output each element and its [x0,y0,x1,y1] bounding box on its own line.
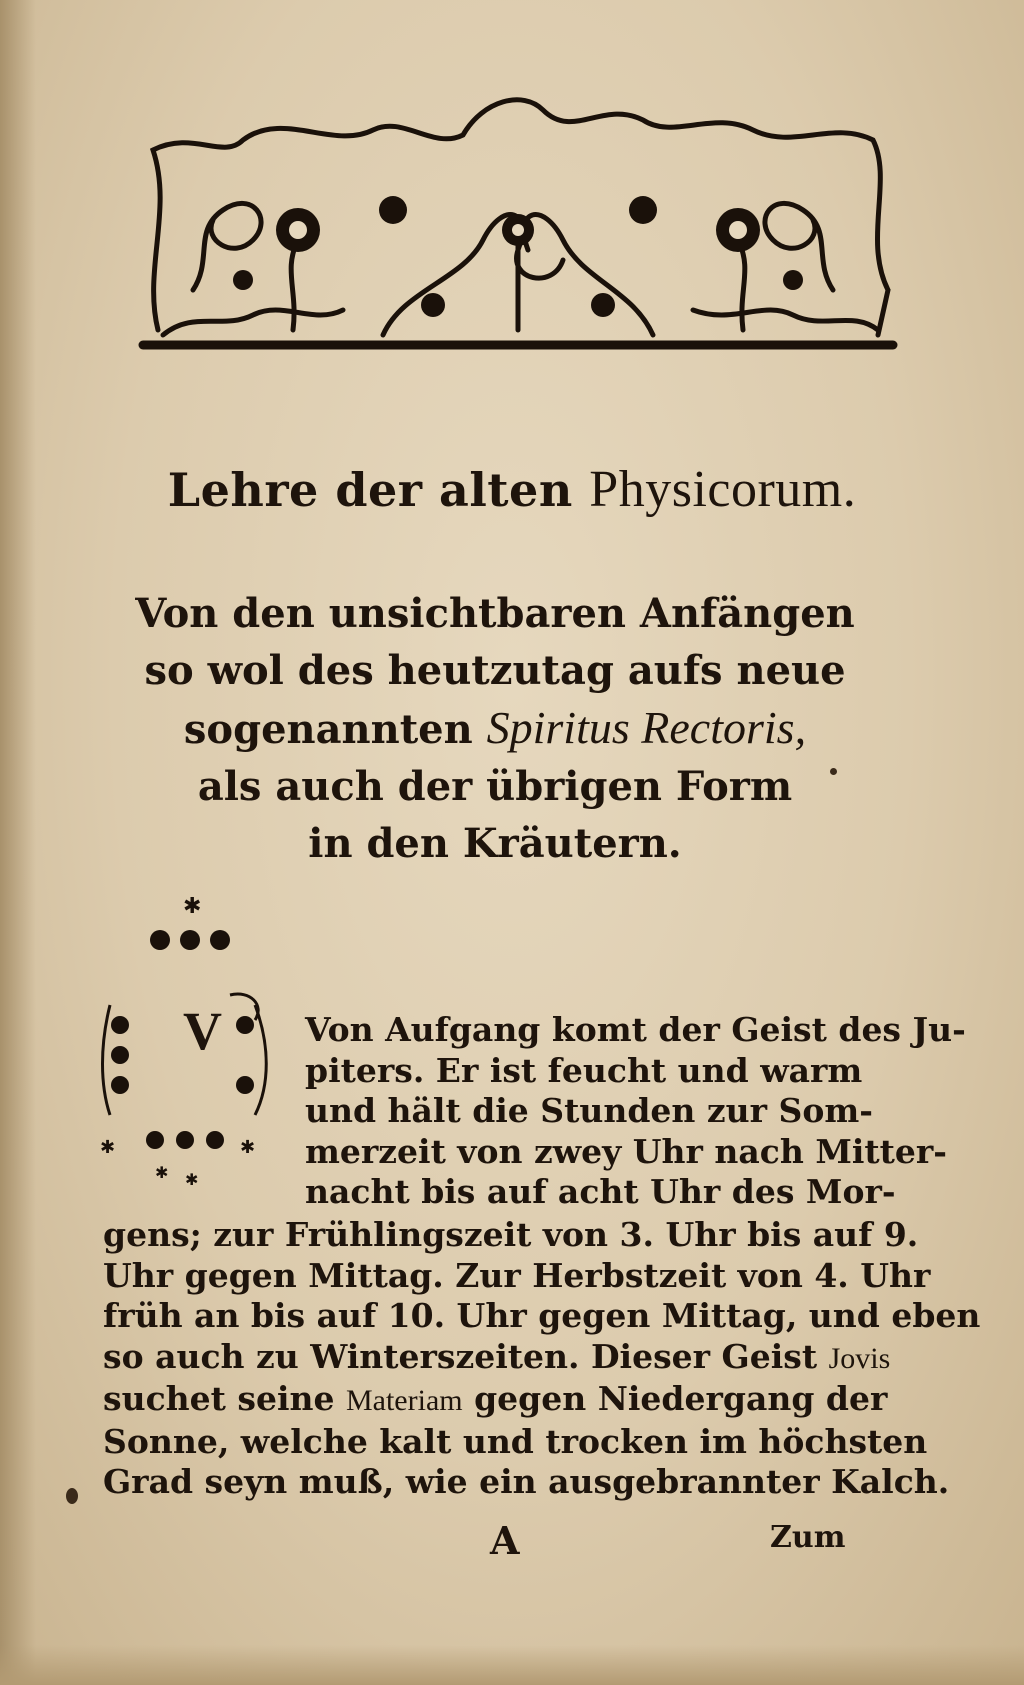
text-run: piters. Er ist feucht und warm [305,1050,863,1090]
baroque-headpiece-ornament-icon [133,90,903,375]
text-run: suchet seine [103,1379,346,1418]
text-run: gens; zur Frühlingszeit von 3. Uhr bis auf 9. [103,1215,919,1254]
text-line [305,1131,948,1173]
text-line [103,1296,981,1337]
heading-line [95,642,895,699]
page-edge-shadow [0,1645,1024,1685]
ink-speck [66,1488,78,1504]
text-run: merzeit von zwey Uhr nach Mitter- [305,1131,948,1171]
signature-mark: A [490,1518,520,1563]
chapter-heading [95,585,895,872]
text-run: in den Kräutern. [308,820,682,867]
heading-line [95,815,895,872]
running-title-gothic: Lehre der alten [167,463,573,517]
latin-word: Spiritus Rectoris, [486,702,807,753]
text-run: Grad seyn muß, wie ein ausgebrannter Kalch. [103,1462,950,1501]
text-run: so wol des heutzutag aufs neue [144,647,846,694]
heading-line [95,585,895,642]
spine-shadow [0,0,36,1685]
text-line [305,1172,896,1213]
text-run: Uhr gegen Mittag. Zur Herbstzeit von 4. Uhr [103,1255,931,1295]
svg-text:✱: ✱ [240,1137,256,1158]
running-title [0,460,1024,519]
text-run: Sonne, welche kalt und trocken im höchsten [103,1421,928,1461]
svg-text:✱: ✱ [100,1137,116,1158]
text-line [103,1215,919,1256]
text-run: Von den unsichtbaren Anfängen [135,590,855,637]
text-line [305,1091,873,1132]
svg-text:✱: ✱ [155,1163,169,1182]
text-line [305,1051,865,1092]
text-run: als auch der übrigen Form [197,763,793,810]
text-line [103,1462,950,1503]
drop-cap: V [183,1001,222,1061]
text-line [103,1336,891,1380]
heading-line [95,758,895,815]
text-run: sogenannten [183,706,487,753]
text-run: nacht bis auf acht Uhr des Mor- [305,1172,896,1211]
text-run: und hält die Stunden zur Som- [305,1091,873,1130]
svg-text:✱: ✱ [183,895,202,919]
text-run: so auch zu Winterszeiten. Dieser Geist [103,1336,829,1376]
body-text-indented [305,1010,966,1213]
catchword: Zum [770,1520,846,1555]
latin-word: Materiam [345,1384,463,1417]
body-text [103,1215,981,1503]
text-line [103,1255,931,1297]
text-run: gegen Niedergang der [462,1379,888,1418]
text-line [305,1010,966,1051]
text-run: Von Aufgang komt der Geist des Ju- [305,1010,966,1049]
latin-word: Jovis [828,1341,891,1375]
text-line [103,1421,928,1463]
text-run: früh an bis auf 10. Uhr gegen Mittag, und eben [103,1296,981,1335]
ink-speck [830,768,837,775]
svg-text:✱: ✱ [185,1170,199,1185]
heading-line [95,699,895,758]
text-line [103,1379,888,1422]
running-title-latin: Physicorum. [589,461,857,518]
